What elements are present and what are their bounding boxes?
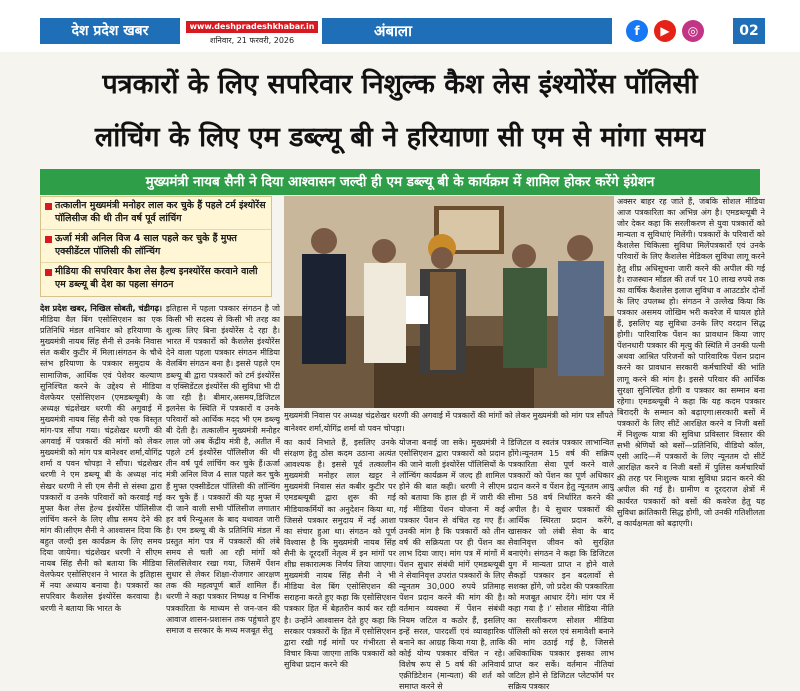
- highlight-item: [41, 263, 271, 296]
- highlight-item: [41, 230, 271, 263]
- news-photo: [284, 196, 614, 408]
- brand-name: देश प्रदेश खबर: [40, 18, 180, 44]
- article-column-1: [40, 303, 162, 691]
- photo-illustration: [284, 196, 614, 408]
- article-text: मीडिया वैल बिंग एसोसिएशन का एक प्रतिनिधि मंडल शनिवार को हरियाणा के मुख्यमंत्री नायब सिंह सैनी से उनके निवास संत कबीर कुटीर में मिला।संगठन के चौथे स्तंभ हरियाणा के पत्रकार समुदाय के सामाजिक, आर्थिक एवं पेशेवर कल्याण सुनिश्चित करने के उद्देश्य से मीडिया वेलफेयर एसोसिएशन (एमडब्ल्यूबी) के अध्यक्ष चंद्रशेखर धरणी की अगुवाई में मुख्यमंत्री नायब सिंह सैनी को एक विस्तृत मांग-पत्र सौंपा गया। चंद्रशेखर धरणी की अगवाई में पत्रकारों की मांगों को लेकर मुख्यमंत्री को मांग पत्र बानेश्वर शर्मा,योगिंद्र शर्मा व पवन चोपड़ा ने सौंपा। चंद्रशेखर धरणी ने एम डब्ल्यू बी के अध्यक्ष नांद सेखर धरणी ने सी एम सैनी से संस्था द्वारा पत्रकारों व उनके परिवारों को करवाई गई मुफ्त कैश लेस हेल्थ इंश्योरेंस पॉलिसीज लांचिंग करने के लिए शीघ्र समय देने की मांग की।सीएम सैनी ने आश्वासन दिया कि बहुत जल्दी इस कार्यक्रम के लिए समय दिया जायेगा। चंद्रशेखर धरणी ने सीएम नायब सिंह सैनी को बताया कि मीडिया वेलफेयर एसोसिएशन ने भारत के इतिहास में नया अध्याय बनाया है। पत्रकारों का सपरिवार कैशलेस इंश्योरेंस करवाया है। धरणी ने बताया कि भारत के: [40, 315, 162, 613]
- bullet-square-icon: [45, 236, 52, 243]
- photo-caption: मुख्यमंत्री निवास पर अध्यक्ष चंद्रशेखर धरणी की अगवाई में पत्रकारों की मांगों को लेकर मुख्यमंत्री को मांग पत्र सौंपते बानेश्वर शर्मा,योगिंद्र शर्मा वो पवन चोपड़ा।: [284, 411, 614, 433]
- instagram-icon[interactable]: ◎: [682, 20, 704, 42]
- article-dateline: देश प्रदेश खबर, निखिल सोबती, चंडीगढ़।: [40, 304, 162, 313]
- article-column-5: डिजिटल व स्वतंत्र पत्रकार लाभान्वित होंगे।न्यूनतम 15 वर्ष की सक्रिय पत्रकारिता सेवा पूर्ण करने वाले पत्रकारों को पेंशन का पूर्ण अधिकार प्रदान करने व पेंशन हेतु न्यूनतम आयु सीमा 58 वर्ष निर्धारित करने की अपील है। ये सुधार पत्रकारों की आर्थिक स्थिरता प्रदान करेंगे, खासकर जो लंबी सेवा के बाद सेवानिवृत्त जीवन को सुरक्षित बनाएंगे। संगठन ने कहा कि डिजिटल युग में मान्यता प्राप्त न होने वाले सैकड़ों पत्रकार इन बदलावों से सशक्त होंगे, जो प्रदेश की पत्रकारिता को मजबूत आधार देंगे। मांग पत्र में कहा गया है ।' सोशल मीडिया नीति का सरलीकरण सोशल मीडिया पॉलिसी को सरल एवं समावेशी बनाने की मांग उठाई गई है, जिससे अधिकाधिक पत्रकार इसका लाभ प्राप्त कर सकें। वर्तमान नीतियां जटिल होने से डिजिटल प्लेटफॉर्म पर सक्रिय पत्रकार: [508, 438, 614, 691]
- article-column-3: का कार्य निभाते हैं, इसलिए उनके संरक्षण हेतु ठोस कदम उठाना अत्यंत आवश्यक है। इससे पूर्व तत्कालीन मुख्यमंत्री मनोहर लाल खट्टर ने मुख्यमंत्री निवास संत कबीर कुटीर पर एमडब्ल्यूबी द्वारा शुरू की गई मीडियाकर्मियों का अनुदेशन किया था, जिससे पत्रकार समुदाय में नई आशा का संचार हुआ था। संगठन को पूर्ण विश्वास है कि मुख्यमंत्री नायब सिंह सैनी के दूरदर्शी नेतृत्व में इन मांगों पर शीघ्र सकारात्मक निर्णय लिया जाएगा। मुख्यमंत्री नायब सिंह सैनी ने भी मीडिया वेल बिंग एसोसिएशन की सराहना करते हुए कहा कि एसोसिएशन पत्रकार हित में बेहतरीन कार्य कर रही है। उन्होंने आश्वासन देते हुए कहा कि सरकार पत्रकारों के हित में एसोसिएशन द्वारा रखी गई मांगों पर गंभीरता से विचार किया जाएगा ताकि पत्रकारों को सुविधा प्रदान करने की: [284, 438, 396, 669]
- highlight-text: ऊर्जा मंत्री अनिल विज 4 साल पहले कर चुके हैं मुफ्त एक्सीडेंटल पॉलिसी की लॉन्चिंग: [55, 233, 237, 257]
- masthead: [0, 0, 800, 52]
- headline-line-1: पत्रकारों के लिए सपरिवार निशुल्क कैश लेस इंश्योरेंस पॉलिसी: [102, 69, 698, 100]
- headline: [22, 58, 778, 164]
- article-column-6: अक्सर बाहर रह जाते हैं, जबकि सोशल मीडिया आज पत्रकारिता का अभिन्न अंग है। एमडब्ल्यूबी ने जोर देकर कहा कि सरलीकरण से युवा पत्रकारों को मान्यता व सुविधाएं मिलेंगी। पत्रकारों के परिवारों को कैशलेस चिकित्सा सुविधा मिलेंपत्रकारों एवं उनके परिवारों के लिए कैशलेस मेडिकल सुविधा लागू करने हेतु शीघ्र अधिसूचना जारी करने की अपील की गई है। राजस्थान मॉडल की तर्ज पर 10 लाख रुपये तक का वार्षिक कैशलेस इलाज सुविधा व आउटडोर दोनों के लिए उपलब्ध हो। संगठन ने उल्लेख किया कि पत्रकार असमय जोखिम भरी कवरेज में घायल होते हैं, इसलिए यह सुविधा उनके लिए वरदान सिद्ध होगी। पारिवारिक पेंशन का प्रावधान किया जाए पेंशनधारी पत्रकार की मृत्यु की स्थिति में उनकी पत्नी अथवा आश्रित परिजनों को पारिवारिक पेंशन प्रदान करने का प्रावधान सरकारी कर्मचारियों की भांति लागू करने की मांग है। इससे परिवार की आर्थिक सुरक्षा सुनिश्चित होगी व पत्रकार का सम्मान बना रहेगा। एमडब्ल्यूबी ने कहा कि यह कदम पत्रकार बिरादरी के सम्मान को बढ़ाएगा।सरकारी बसों में पत्रकारों के लिए सीटें आरक्षित करने व निजी बसों में निशुल्क यात्रा की सुविधा प्रविस्तार विस्तार की सभी श्रेणियों को बसों—प्रतिनिधि, वीडियो कॉल, एसी आदि—में पत्रकारों के लिए न्यूनतम दो सीटें आरक्षित करने व निजी बसों में पुलिस कर्मचारियों की तरह पर निःशुल्क यात्रा सुविधा प्रदान करने की अपील की गई है। ग्रामीण व दूरदराज क्षेत्रों में कार्यरत पत्रकारों को बसों की कवरेज हेतु यह सुविधा क्रांतिकारी सिद्ध होगी, जो उनकी गतिशीलता व कार्यक्षमता को बढ़ाएगी।: [617, 197, 765, 528]
- issue-date: शनिवार, 21 फरवरी, 2026: [209, 36, 295, 45]
- highlight-item: [41, 197, 271, 230]
- bullet-square-icon: [45, 269, 52, 276]
- youtube-icon[interactable]: ▶: [654, 20, 676, 42]
- facebook-icon[interactable]: f: [626, 20, 648, 42]
- highlights-box: [40, 196, 272, 297]
- headline-line-2: लांचिंग के लिए एम डब्ल्यू बी ने हरियाणा सी एम से मांगा समय: [94, 122, 706, 153]
- bullet-square-icon: [45, 203, 52, 210]
- article-column-2: इतिहास में पहला पत्रकार संगठन है जो किसी भी सदस्य से किसी भी तरह का शुल्क लिए बिना इंश्योरेंस दे रहा है। भारत में पत्रकारों को कैशलेस इंश्योरेंस देने वाला पहला पत्रकार संगठन मीडिया वेलबिंग संगठन बना है। इससे पहले एम डब्ल्यू बी द्वारा पत्रकारों को टर्म इंश्योरेंस व एक्सिडेंटल इंश्योरेंस की सुविधा भी दी जा रही है। बीमार,असमय,डिजिटल इलनेस के स्थिति में पत्रकारों व उनके परिवारों को आर्थिक मदद भी एम डब्ल्यू बी देती है। तत्कालीन मुख्यमंत्री मनोहर लाल जो अब केंद्रीय मंत्री है, अतीत में पहले टर्म इंश्योरेंस पॉलिसीज की थी तीन वर्ष पूर्व लांचिंग कर चुके हैं।ऊर्जा मंत्री अनिल विज 4 साल पहले कर चुके हैं मुफ्त एक्सीडेंटल पॉलिसी की लॉन्चिंग कर चुके हैं । पत्रकारों की यह मुफ्त में दी जाने वाली सभी पॉलिसीज लगातार हर वर्ष रिन्यूअल के बाद यथावत जारी है। एम डब्ल्यू बी के प्रतिनिधि मंडल में प्रस्तुत मांग पत्र में पत्रकारों की लंबे समय से चली आ रही मांगों को सिलसिलेवार रखा गया, जिसमें पेंशन सुधार से लेकर शिक्षा-रोजगार आरक्षण तक की महत्वपूर्ण बातें शामिल हैं। धरणी ने कहा पत्रकार निष्पक्ष व निर्भीक पत्रकारिता के माध्यम से जन-जन की आवाज शासन-प्रशासन तक पहुंचाते हुए समाज व सरकार के मध्य मजबूत सेतु: [166, 304, 280, 635]
- page-number: 02: [733, 18, 765, 44]
- website-url[interactable]: www.deshpradeshkhabar.in: [186, 21, 318, 33]
- highlight-text: तत्कालीन मुख्यमंत्री मनोहर लाल कर चुके हैं पहले टर्म इंश्योरेंस पॉलिसीज की थी तीन वर्ष पूर्व लांचिंग: [55, 200, 266, 224]
- article-column-4: योजना बनाई जा सके। मुख्यमंत्री ने एसोसिएशन द्वारा पत्रकारों को प्रदान की जाने वाली इंश्योरेंस पॉलिसियों के लॉन्चिंग कार्यक्रम में जल्द ही शामिल होने की बात कही। धरणी ने सीएम को बताया कि हाल ही में जारी की गई मीडिया पेंशन योजना में कई पत्रकार पेंशन से वंचित रह गए हैं। उनकी मांग है कि पत्रकारों को तीन वर्ष की सक्रियता पर ही पेंशन का लाभ दिया जाए। मांग पत्र में मांगों में पेंशन सुधार संबंधी मांगें एमडब्ल्यूबी ने सेवानिवृत्त उपरांत पत्रकारों के लिए न्यूनतम 30,000 रुपये प्रतिमाह पेंशन प्रदान करने की मांग की है। वर्तमान व्यवस्था में पेंशन संबंधी नियम जटिल व कठोर हैं, इसलिए इन्हें सरल, पारदर्शी एवं व्यावहारिक बनाने का आग्रह किया गया है, ताकि कोई योग्य पत्रकार वंचित न रहे। विशेष रूप से 5 वर्ष की अनिवार्य एक्रीडिटेशन (मान्यता) की शर्त को समाप्त करने से: [399, 438, 505, 691]
- city-label: अंबाला: [322, 18, 612, 44]
- subheadline: मुख्यमंत्री नायब सैनी ने दिया आश्वासन जल्दी ही एम डब्ल्यू बी के कार्यक्रम में शामिल होकर करेंगे इंग्रेशन: [40, 169, 760, 195]
- highlight-text: मीडिया की सपरिवार कैश लेस हैल्थ इनश्योरेंस करवाने वाली एम डब्ल्यू बी देश का पहला संगठन: [55, 266, 258, 290]
